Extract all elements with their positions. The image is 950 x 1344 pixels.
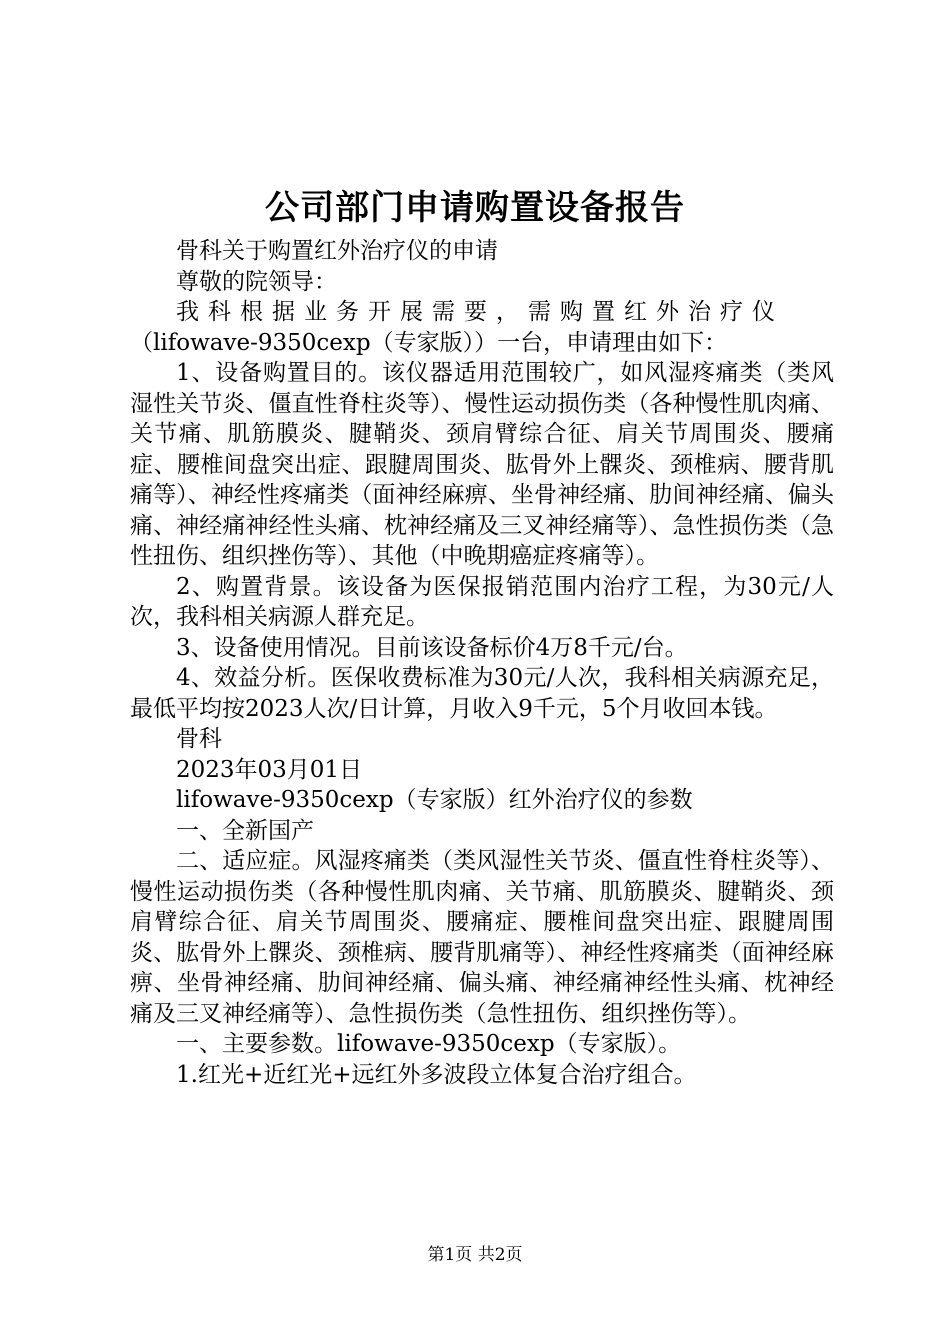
paragraph-main-params: 一、主要参数。lifowave-9350cexp（专家版）。 <box>176 1031 682 1057</box>
paragraph-param-1: 1.红光+近红光+远红外多波段立体复合治疗组合。 <box>176 1061 697 1088</box>
paragraph-salutation: 尊敬的院领导： <box>176 268 337 295</box>
paragraph-department-signature: 骨科 <box>176 726 222 752</box>
paragraph-intro-continued: （lifowave-9350cexp（专家版））一台，申请理由如下： <box>130 329 728 356</box>
paragraph-intro: 我科根据业务开展需要，需购置红外治疗仪 <box>176 299 784 325</box>
paragraph-benefit: 4、效益分析。医保收费标准为30元/人次，我科相关病源充足，最低平均按2023人次/日计算，月收入9千元，5个月收回本钱。 <box>130 665 834 722</box>
document-body <box>130 236 834 1090</box>
paragraph-indications: 二、适应症。风湿疼痛类（类风湿性关节炎、僵直性脊柱炎等）、慢性运动损伤类（各种慢性肌肉痛、关节痛、肌筋膜炎、腱鞘炎、颈肩臂综合征、肩关节周围炎、腰痛症、腰椎间盘突出症、跟腱周围炎、肱骨外上髁炎、颈椎病、腰背肌痛等）、神经性疼痛类（面神经麻痹、坐骨神经痛、肋间神经痛、偏头痛、神经痛神经性头痛、枕神经痛及三叉神经痛等）、急性损伤类（急性扭伤、组织挫伤等）。 <box>130 848 834 1027</box>
paragraph-subject: 骨科关于购置红外治疗仪的申请 <box>176 238 498 264</box>
document-title: 公司部门申请购置设备报告 <box>265 188 685 228</box>
page-footer: 第1页 共2页 <box>427 1245 523 1265</box>
paragraph-params-heading: lifowave-9350cexp（专家版）红外治疗仪的参数 <box>176 787 693 813</box>
paragraph-purpose: 1、设备购置目的。该仪器适用范围较广，如风湿疼痛类（类风湿性关节炎、僵直性脊柱炎等）、慢性运动损伤类（各种慢性肌肉痛、关节痛、肌筋膜炎、腱鞘炎、颈肩臂综合征、肩关节周围炎、腰痛症、腰椎间盘突出症、跟腱周围炎、肱骨外上髁炎、颈椎病、腰背肌痛等）、神经性疼痛类（面神经麻痹、坐骨神经痛、肋间神经痛、偏头痛、神经痛神经性头痛、枕神经痛及三叉神经痛等）、急性损伤类（急性扭伤、组织挫伤等）、其他（中晚期癌症疼痛等）。 <box>130 360 834 569</box>
paragraph-date: 2023年03月01日 <box>176 756 363 783</box>
paragraph-origin: 一、全新国产 <box>176 817 314 844</box>
paragraph-usage: 3、设备使用情况。目前该设备标价4万8千元/台。 <box>176 634 688 661</box>
paragraph-background: 2、购置背景。该设备为医保报销范围内治疗工程，为30元/人次，我科相关病源人群充足。 <box>130 573 834 630</box>
